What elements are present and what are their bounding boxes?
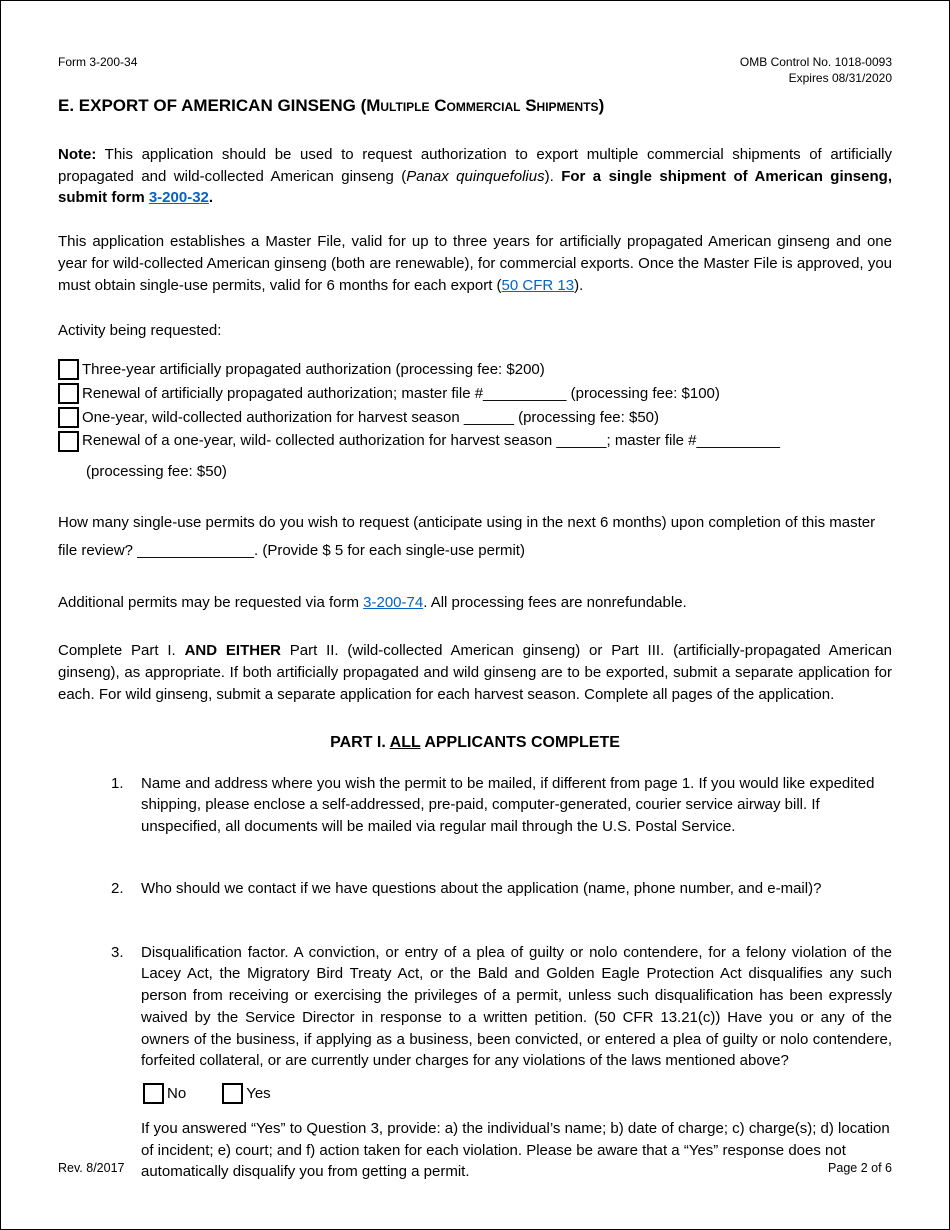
page-title	[58, 94, 892, 119]
and-either-emphasis: AND EITHER	[184, 642, 281, 660]
omb-control: OMB Control No. 1018-0093	[739, 55, 892, 69]
renewal-artificial-label: Renewal of artificially propagated authorization; master file #__________ (processing fee: $100)	[82, 384, 720, 402]
activity-option-three-year	[58, 359, 892, 381]
note-body-2: ).	[544, 167, 562, 185]
renewal-wild-label: Renewal of a one-year, wild- collected authorization for harvest season ______; master file #__________	[82, 432, 780, 450]
title-smallcaps: Multiple Commercial Shipments	[366, 96, 599, 116]
part1-heading-pre: PART I.	[330, 734, 390, 752]
activity-options	[58, 359, 892, 483]
part1-heading	[58, 731, 892, 754]
form-3-200-74-link[interactable]: 3-200-74	[363, 594, 424, 612]
three-year-checkbox[interactable]	[58, 359, 79, 380]
note-paragraph	[58, 144, 892, 209]
form-header	[58, 55, 892, 86]
omb-expires: Expires 08/31/2020	[788, 70, 892, 85]
note-period: .	[208, 189, 214, 207]
activity-option-renewal-wild	[58, 430, 892, 452]
permits-question: How many single-use permits do you wish to request (anticipate using in the next 6 months) upon completion of this master file review? ______________. (Provide $ 5 for each single-use permit)	[58, 513, 876, 559]
title-suffix: )	[598, 96, 605, 116]
part1-heading-post: APPLICANTS COMPLETE	[420, 734, 620, 752]
title-prefix: E. EXPORT OF AMERICAN GINSENG (	[58, 96, 367, 116]
activity-label: Activity being requested:	[58, 322, 222, 340]
master-file-body-2: ).	[574, 276, 584, 294]
master-file-paragraph	[58, 231, 892, 296]
item-3-number: 3.	[111, 943, 124, 961]
yes-label: Yes	[246, 1085, 271, 1103]
cfr-13-link[interactable]: 50 CFR 13	[501, 276, 575, 294]
three-year-label: Three-year artificially propagated authorization (processing fee: $200)	[82, 361, 545, 379]
page-number: Page 2 of 6	[828, 1160, 892, 1175]
complete-body-2: Part II. (wild-collected American ginseng) or Part III. (artificially-propagated American ginseng), as appropriate. If both artificially propagated and wild ginseng are to be exported, submit a separate application for each. For wild ginseng, submit a separate application for each harvest season. Complete all pages of the application.	[58, 642, 892, 703]
part1-item-2	[111, 878, 892, 900]
item-2-number: 2.	[111, 879, 124, 897]
one-year-wild-checkbox[interactable]	[58, 407, 79, 428]
item-3-text: Disqualification factor. A conviction, or entry of a plea of guilty or nolo contendere, for a felony violation of the Lacey Act, the Migratory Bird Treaty Act, or the Bald and Golden Eagle Protection Act disqualifies any such person from receiving or exercising the privileges of a permit, unless such disqualification has been expressly waived by the Service Director in response to a written petition. (50 CFR 13.21(c)) Have you or any of the owners of the business, if applying as a business, been convicted, or entered a plea of guilty or nolo contendere, forfeited collateral, or are currently under charges for any violations of the laws mentioned above?	[141, 943, 892, 1070]
note-body: This application should be used to request authorization to export multiple commercial shipments of artificially propagated and wild-collected American ginseng (	[58, 145, 892, 185]
note-label: Note:	[58, 145, 97, 163]
part1-heading-all: ALL	[389, 734, 421, 752]
page-footer	[58, 1159, 892, 1177]
form-3-200-32-link[interactable]: 3-200-32	[148, 189, 209, 207]
additional-permits-body: Additional permits may be requested via form	[58, 594, 364, 612]
master-file-body: This application establishes a Master File, valid for up to three years for artificially propagated American ginseng and one year for wild-collected American ginseng (both are renewable), for commercial exports. Once the Master File is approved, you must obtain single-use permits, valid for 6 months for each export (	[58, 233, 892, 294]
species-name: Panax quinquefolius	[406, 167, 545, 185]
item-1-number: 1.	[111, 774, 124, 792]
complete-instructions	[58, 640, 892, 705]
form-number: Form 3-200-34	[58, 55, 138, 69]
single-shipment-text: For a single shipment of American ginseng, submit form	[58, 167, 892, 207]
renewal-wild-checkbox[interactable]	[58, 431, 79, 452]
one-year-wild-label: One-year, wild-collected authorization for harvest season ______ (processing fee: $50)	[82, 408, 659, 426]
no-checkbox[interactable]	[143, 1083, 164, 1104]
question3-answers	[143, 1083, 892, 1105]
part1-item-1	[111, 773, 892, 838]
yes-checkbox[interactable]	[222, 1083, 243, 1104]
item-2-text: Who should we contact if we have questions about the application (name, phone number, and e-mail)?	[141, 879, 822, 897]
item-3-body	[141, 942, 892, 1184]
activity-option-renewal-artificial	[58, 383, 892, 405]
complete-body: Complete Part I.	[58, 642, 185, 660]
no-label: No	[167, 1085, 187, 1103]
additional-permits-paragraph	[58, 592, 892, 614]
part1-item-3	[111, 942, 892, 1184]
renewal-artificial-checkbox[interactable]	[58, 383, 79, 404]
activity-option-one-year-wild	[58, 407, 892, 429]
item-1-text: Name and address where you wish the permit to be mailed, if different from page 1. If you would like expedited shipping, please enclose a self-addressed, pre-paid, computer-generated, courier service airway bill. If unspecified, all documents will be mailed via regular mail through the U.S. Postal Service.	[141, 774, 875, 836]
omb-block	[740, 55, 892, 86]
revision-date: Rev. 8/2017	[58, 1160, 125, 1175]
additional-permits-body-2: . All processing fees are nonrefundable.	[423, 594, 687, 612]
renewal-wild-fee-continuation: (processing fee: $50)	[86, 463, 227, 481]
question3-followup: If you answered “Yes” to Question 3, provide: a) the individual’s name; b) date of charge; c) charge(s); d) location of incident; e) court; and f) action taken for each violation. Please be aware that a “Yes” response does not automatically disqualify you from getting a permit.	[141, 1119, 890, 1181]
